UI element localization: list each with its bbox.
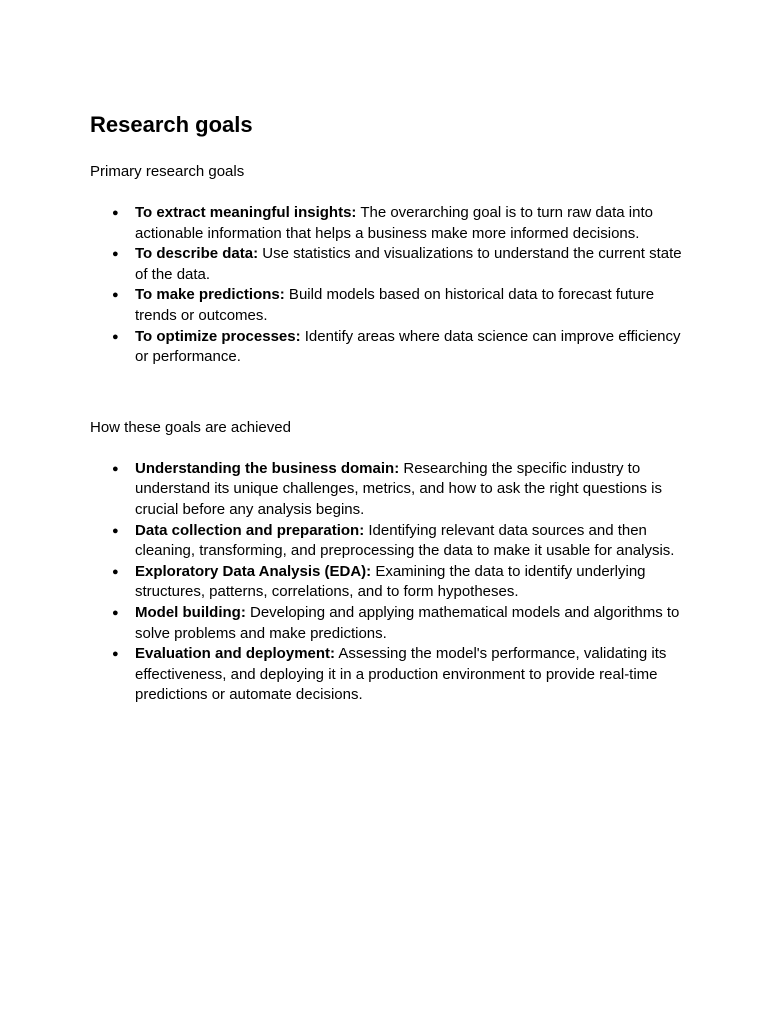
list-item-term: Exploratory Data Analysis (EDA): bbox=[135, 562, 372, 580]
list-item bbox=[90, 603, 685, 644]
list-item-term: Understanding the business domain: bbox=[135, 459, 400, 477]
section-heading-how-achieved: How these goals are achieved bbox=[90, 418, 291, 436]
list-item bbox=[90, 562, 685, 603]
list-item-term: Evaluation and deployment: bbox=[135, 645, 336, 663]
page-title: Research goals bbox=[90, 112, 253, 137]
list-item bbox=[90, 244, 685, 285]
list-item-text: Build models based on historical data to forecast future trends or outcomes. bbox=[135, 286, 655, 324]
list-item-term: To optimize processes: bbox=[135, 327, 301, 345]
bullet-icon: ● bbox=[112, 207, 119, 219]
bullet-icon: ● bbox=[112, 248, 119, 261]
list-item bbox=[90, 285, 685, 326]
list-item-text: Researching the specific industry to understand its unique challenges, metrics, and how to ask the right questions is crucial before any analysis begins. bbox=[135, 459, 662, 518]
bullet-icon: ● bbox=[112, 330, 119, 343]
list-item-term: To extract meaningful insights: bbox=[135, 204, 357, 221]
list-item-text: Use statistics and visualizations to understand the current state of the data. bbox=[135, 245, 682, 283]
bullet-icon: ● bbox=[112, 606, 119, 619]
list-item bbox=[90, 644, 685, 706]
bullet-icon: ● bbox=[112, 462, 119, 475]
list-item-text: The overarching goal is to turn raw data into actionable information that helps a business make more informed decisions. bbox=[135, 204, 653, 242]
list-item-term: To describe data: bbox=[135, 245, 259, 263]
bullet-icon: ● bbox=[112, 565, 119, 578]
list-item bbox=[90, 459, 685, 521]
list-item-term: Data collection and preparation: bbox=[135, 521, 365, 539]
bullet-icon: ● bbox=[112, 648, 119, 661]
bullet-icon: ● bbox=[112, 289, 119, 302]
list-item-term: To make predictions: bbox=[135, 286, 285, 304]
list-item-text: Identifying relevant data sources and then cleaning, transforming, and preprocessing the data to make it usable for analysis. bbox=[135, 521, 675, 560]
primary-goals-list bbox=[90, 203, 690, 368]
list-item bbox=[90, 203, 685, 244]
list-item-text: Assessing the model's performance, validating its effectiveness, and deploying it in a production environment to provide real-time predictions or automate decisions. bbox=[135, 645, 667, 704]
how-achieved-list bbox=[90, 459, 690, 706]
list-item-text: Identify areas where data science can improve efficiency or performance. bbox=[135, 327, 681, 366]
list-item-term: Model building: bbox=[135, 603, 246, 621]
list-item-text: Examining the data to identify underlying structures, patterns, correlations, and to form hypotheses. bbox=[135, 562, 646, 601]
list-item bbox=[90, 521, 685, 562]
list-item-text: Developing and applying mathematical models and algorithms to solve problems and make predictions. bbox=[135, 603, 680, 642]
document-content bbox=[90, 111, 690, 706]
list-item bbox=[90, 327, 685, 368]
bullet-icon: ● bbox=[112, 524, 119, 537]
section-heading-primary-goals: Primary research goals bbox=[90, 163, 245, 180]
